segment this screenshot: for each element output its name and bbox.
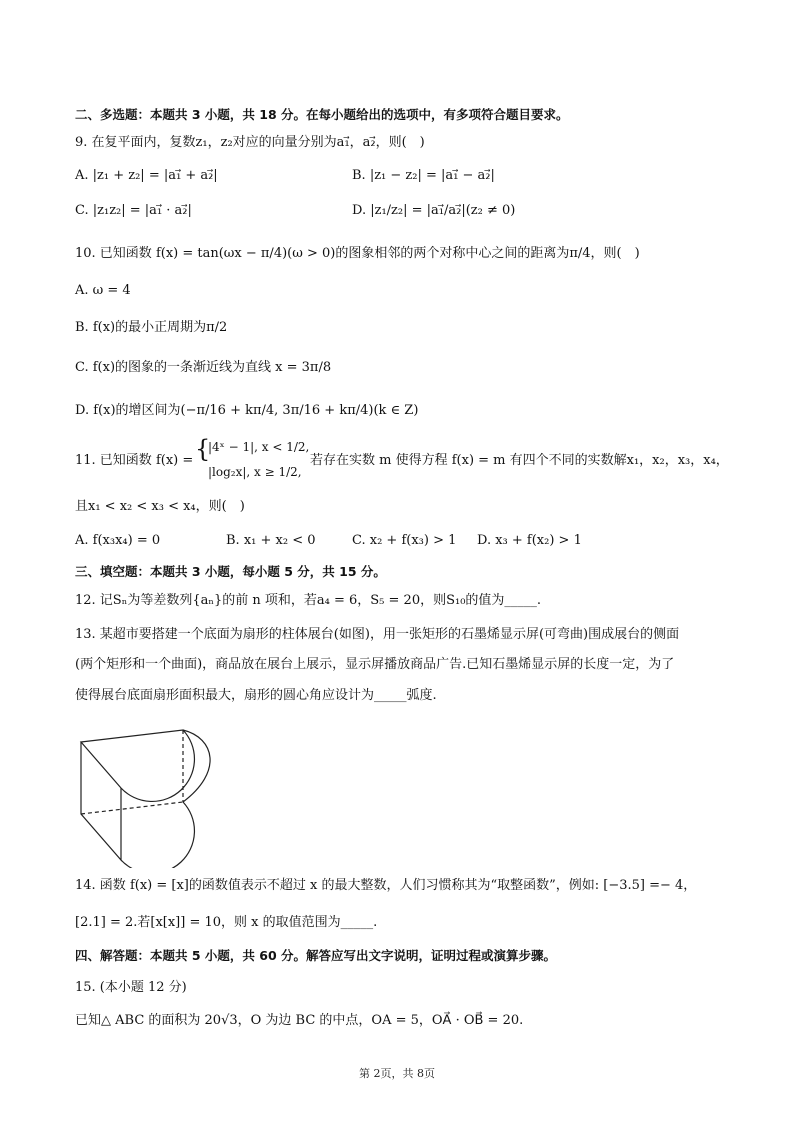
page-footer: 第 2页，共 8页	[359, 1067, 435, 1080]
q9-option-b: B. |z₁ − z₂| = |a₁⃗ − a₂⃗|	[352, 168, 495, 183]
q11-case-2: |log₂x|, x ≥ 1/2,	[208, 465, 302, 479]
q11-case-1: |4ˣ − 1|, x < 1/2,	[208, 440, 310, 454]
q10-option-c: C. f(x)的图象的一条渐近线为直线 x = 3π/8	[75, 360, 332, 375]
q15-text: 已知△ ABC 的面积为 20√3，O 为边 BC 的中点，OA = 5，OA⃗ · OB⃗ = 20.	[75, 1013, 524, 1028]
display-stand-figure	[75, 728, 225, 872]
q14-line-2: [2.1] = 2.若[x[x]] = 10，则 x 的取值范围为_____.	[75, 915, 378, 930]
q11-option-c: C. x₂ + f(x₃) > 1	[352, 533, 457, 548]
q13-line-1: 13. 某超市要搭建一个底面为扇形的柱体展台(如图)，用一张矩形的石墨烯显示屏(可弯曲)围成展台的侧面	[75, 627, 680, 642]
q12-text: 12. 记Sₙ为等差数列{aₙ}的前 n 项和，若a₄ = 6，S₅ = 20，则S₁₀的值为_____.	[75, 593, 542, 608]
q11-option-b: B. x₁ + x₂ < 0	[226, 533, 316, 548]
q15-heading: 15. (本小题 12 分)	[75, 980, 187, 995]
q10-option-d: D. f(x)的增区间为(−π/16 + kπ/4, 3π/16 + kπ/4)(k ∈ Z)	[75, 403, 419, 418]
q13-line-3: 使得展台底面扇形面积最大，扇形的圆心角应设计为_____弧度.	[75, 688, 437, 703]
q11-option-d: D. x₃ + f(x₂) > 1	[477, 533, 582, 548]
q11-lead: 11. 已知函数 f(x) =	[75, 453, 194, 468]
q14-line-1: 14. 函数 f(x) = [x]的函数值表示不超过 x 的最大整数，人们习惯称其为“取整函数”，例如: [−3.5] =− 4，	[75, 878, 697, 893]
section-3-title: 三、填空题：本题共 3 小题，每小题 5 分，共 15 分。	[75, 564, 386, 579]
q10-option-b: B. f(x)的最小正周期为π/2	[75, 320, 228, 335]
q11-brace: {	[195, 435, 211, 463]
q11-line-2: 且x₁ < x₂ < x₃ < x₄，则( )	[75, 499, 245, 514]
q9-option-d: D. |z₁/z₂| = |a₁⃗/a₂⃗|(z₂ ≠ 0)	[352, 203, 516, 218]
q11-option-a: A. f(x₃x₄) = 0	[75, 533, 161, 548]
q9-stem: 9. 在复平面内，复数z₁，z₂对应的向量分别为a₁⃗，a₂⃗，则( )	[75, 135, 425, 150]
q9-option-a: A. |z₁ + z₂| = |a₁⃗ + a₂⃗|	[75, 168, 218, 183]
sector-prism-diagram	[75, 728, 225, 868]
q10-stem: 10. 已知函数 f(x) = tan(ωx − π/4)(ω > 0)的图象相邻的两个对称中心之间的距离为π/4，则( )	[75, 246, 640, 261]
q9-option-c: C. |z₁z₂| = |a₁⃗ · a₂⃗|	[75, 203, 192, 218]
q10-option-a: A. ω = 4	[75, 283, 131, 298]
section-4-title: 四、解答题：本题共 5 小题，共 60 分。解答应写出文字说明，证明过程或演算步骤。	[75, 948, 557, 963]
q11-rest: 若存在实数 m 使得方程 f(x) = m 有四个不同的实数解x₁，x₂，x₃，x₄，	[310, 453, 729, 468]
section-2-title: 二、多选题：本题共 3 小题，共 18 分。在每小题给出的选项中，有多项符合题目要求。	[75, 107, 569, 122]
q13-line-2: (两个矩形和一个曲面)，商品放在展台上展示，显示屏播放商品广告.已知石墨烯显示屏的长度一定，为了	[75, 657, 675, 672]
